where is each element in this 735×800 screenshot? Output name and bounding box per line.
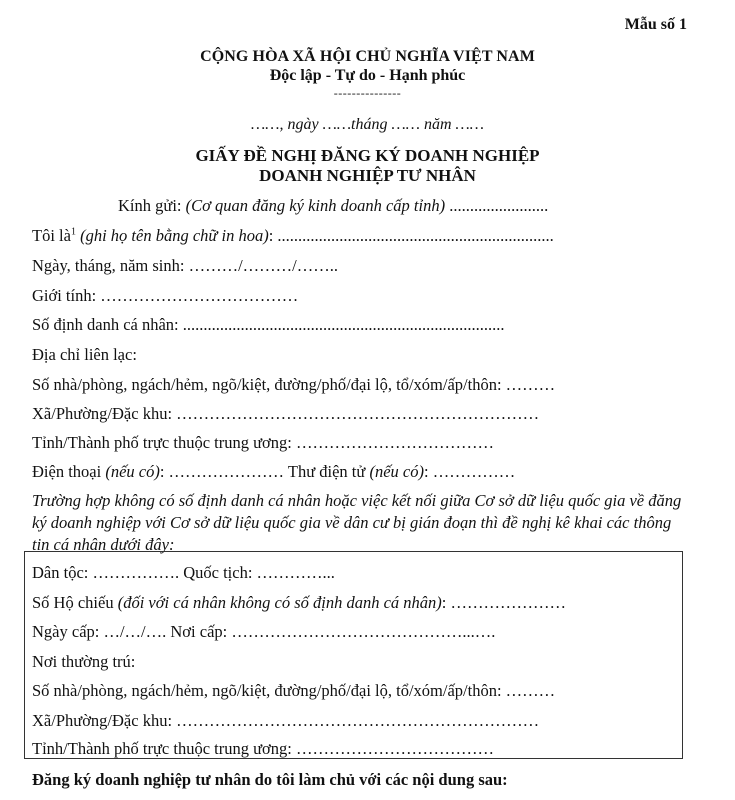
passport-hint: (đối với cá nhân không có số định danh cá nhân) — [117, 593, 442, 612]
email-hint: (nếu có) — [369, 462, 424, 481]
motto: Độc lập - Tự do - Hạnh phúc — [269, 67, 466, 84]
recipient-hint: (Cơ quan đăng ký kinh doanh cấp tỉnh) — [185, 196, 446, 215]
contact-address-heading: Địa chỉ liên lạc: — [32, 345, 137, 364]
passport-dots: : ………………… — [441, 593, 567, 612]
residence-heading: Nơi thường trú: — [32, 652, 136, 671]
name-line — [32, 226, 554, 246]
name-footnote: 1 — [70, 226, 76, 238]
phone-email-line — [32, 462, 515, 482]
phone-dots: : ………………… Thư điện tử — [159, 462, 370, 481]
nation-heading: CỘNG HÒA XÃ HỘI CHỦ NGHĨA VIỆT NAM — [200, 48, 535, 65]
form-number: Mẫu số 1 — [624, 16, 687, 33]
dob-line: Ngày, tháng, năm sinh: ………/………/…….. — [32, 256, 338, 275]
phone-hint: (nếu có) — [105, 462, 160, 481]
ethnicity-nationality-line: Dân tộc: ……………. Quốc tịch: …………... — [32, 563, 335, 582]
issue-line: Ngày cấp: …/…/…. Nơi cấp: ……………………………………...…. — [32, 622, 496, 641]
recipient-line — [118, 196, 548, 216]
recipient-dots: ........................ — [445, 196, 549, 215]
phone-label: Điện thoại — [32, 462, 106, 481]
personal-id-line: Số định danh cá nhân: .............................................................................. — [32, 315, 505, 334]
document-title: GIẤY ĐỀ NGHỊ ĐĂNG KÝ DOANH NGHIỆP — [195, 146, 540, 165]
name-dots: : ................................................................... — [268, 226, 554, 245]
gender-line: Giới tính: ……………………………… — [32, 286, 299, 305]
contact-ward-line: Xã/Phường/Đặc khu: ………………………………………………………… — [32, 404, 540, 423]
header-divider: --------------- — [333, 86, 402, 100]
residence-street-line: Số nhà/phòng, ngách/hẻm, ngõ/kiệt, đường/phố/đại lộ, tổ/xóm/ấp/thôn: ……… — [32, 681, 556, 700]
date-line: ……, ngày ……tháng …… năm …… — [251, 116, 484, 133]
name-label: Tôi là — [32, 226, 71, 245]
contact-province-line: Tỉnh/Thành phố trực thuộc trung ương: ……………………………… — [32, 433, 494, 452]
email-dots: : …………… — [423, 462, 516, 481]
recipient-label: Kính gửi: — [118, 196, 186, 215]
passport-label: Số Hộ chiếu — [32, 593, 118, 612]
contact-street-line: Số nhà/phòng, ngách/hẻm, ngõ/kiệt, đường/phố/đại lộ, tổ/xóm/ấp/thôn: ……… — [32, 375, 556, 394]
residence-ward-line: Xã/Phường/Đặc khu: ………………………………………………………… — [32, 711, 540, 730]
instruction-note: Trường hợp không có số định danh cá nhân hoặc việc kết nối giữa Cơ sở dữ liệu quốc gia về đăng ký doanh nghiệp với Cơ sở dữ liệu quốc gia về dân cư bị gián đoạn thì đề nghị kê khai các thông tin cá nhân dưới đây: — [32, 491, 682, 554]
residence-province-line: Tỉnh/Thành phố trực thuộc trung ương: ……………………………… — [32, 739, 494, 758]
document-subtitle: DOANH NGHIỆP TƯ NHÂN — [259, 166, 476, 185]
passport-line — [32, 593, 566, 613]
name-hint: (ghi họ tên bằng chữ in hoa) — [75, 226, 269, 245]
closing-statement: Đăng ký doanh nghiệp tư nhân do tôi làm chủ với các nội dung sau: — [32, 770, 508, 789]
